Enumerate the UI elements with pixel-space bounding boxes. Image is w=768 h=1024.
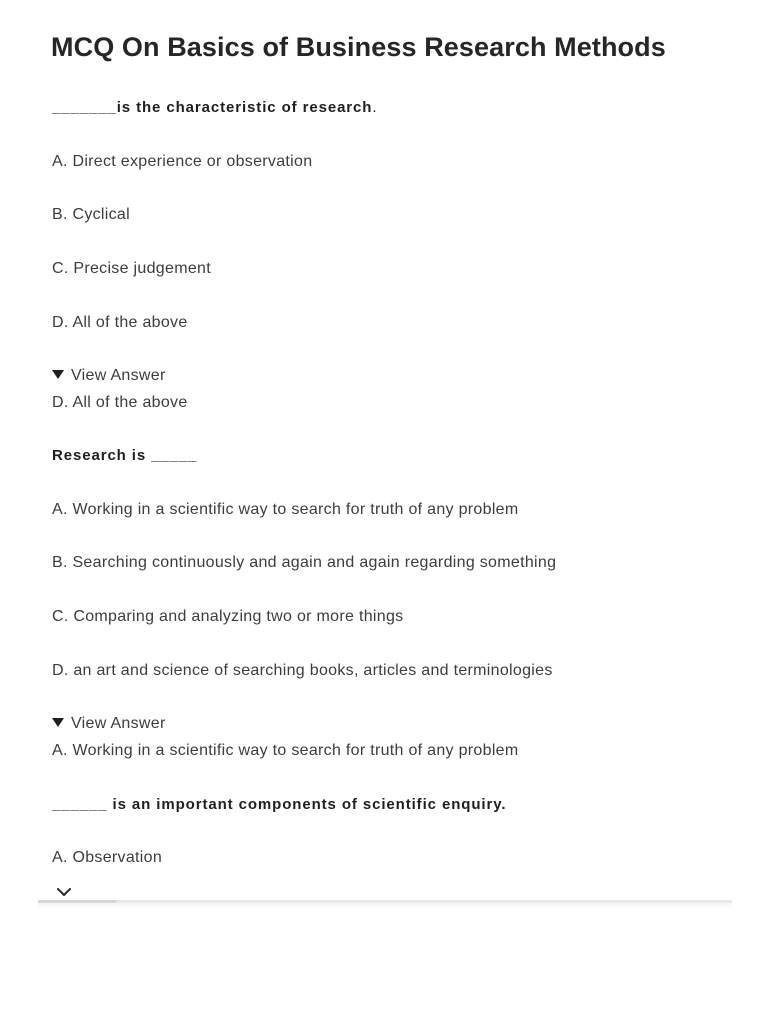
question-3-option-a: A. Observation (52, 849, 163, 866)
triangle-down-icon (52, 718, 64, 727)
question-3: ______ is an important components of scientific enquiry. (52, 796, 507, 813)
question-2-option-d: D. an art and science of searching books, articles and terminologies (52, 662, 553, 679)
page-title: MCQ On Basics of Business Research Methods (51, 32, 666, 62)
view-answer-label: View Answer (71, 367, 166, 384)
question-1-option-b: B. Cyclical (52, 206, 130, 223)
question-2: Research is _____ (52, 447, 198, 464)
question-1-text: is the characteristic of research (116, 99, 373, 116)
question-2-option-b: B. Searching continuously and again and again regarding something (52, 554, 557, 571)
view-answer-label: View Answer (71, 715, 166, 732)
chevron-down-icon[interactable] (56, 884, 72, 900)
divider-shadow (38, 903, 732, 909)
triangle-down-icon (52, 370, 64, 379)
question-1-option-a: A. Direct experience or observation (52, 153, 313, 170)
question-1-answer: D. All of the above (52, 394, 188, 411)
question-2-answer: A. Working in a scientific way to search for truth of any problem (52, 742, 519, 759)
question-2-view-answer-toggle[interactable] (52, 714, 166, 734)
question-2-option-c: C. Comparing and analyzing two or more things (52, 608, 404, 625)
question-1-view-answer-toggle[interactable] (52, 366, 166, 386)
question-1-tail: . (372, 99, 378, 116)
question-1-blank: _______ (52, 99, 117, 116)
question-1-option-d: D. All of the above (52, 314, 188, 331)
question-1-option-c: C. Precise judgement (52, 260, 211, 277)
question-1 (52, 98, 377, 118)
question-2-option-a: A. Working in a scientific way to search for truth of any problem (52, 501, 519, 518)
